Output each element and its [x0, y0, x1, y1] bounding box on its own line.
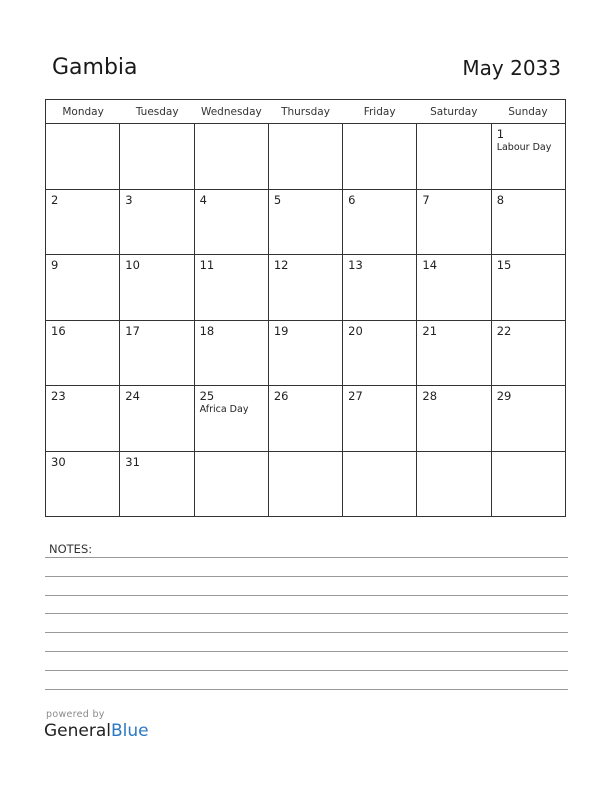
generalblue-logo: [44, 721, 149, 741]
day-cell: [195, 452, 269, 518]
note-line: [45, 651, 568, 652]
day-cell: [343, 386, 417, 451]
date-number: 19: [273, 323, 289, 338]
day-cell: [417, 255, 491, 320]
day-cell: [46, 124, 120, 189]
day-cell: [417, 190, 491, 255]
date-number: 2: [51, 192, 59, 207]
date-number: 18: [199, 323, 215, 338]
week-row: [46, 452, 565, 518]
day-cell: [195, 386, 269, 451]
brand-blue-text: Blue: [111, 721, 149, 741]
date-number: 9: [51, 258, 59, 272]
holiday-label: Labour Day: [496, 142, 552, 153]
holiday-label: Africa Day: [199, 404, 249, 415]
day-cell: [269, 452, 343, 518]
day-cell: [46, 190, 120, 255]
note-line: [45, 632, 568, 633]
weekday-tuesday: Tuesday: [135, 106, 179, 118]
date-number: 13: [348, 258, 363, 272]
note-line: [45, 576, 568, 577]
day-cell: [46, 386, 120, 451]
day-cell: [120, 452, 194, 518]
day-cell: [343, 321, 417, 386]
date-number: 14: [422, 258, 438, 272]
brand-general-text: General: [44, 721, 111, 741]
date-number: 21: [422, 323, 438, 338]
day-cell: [343, 255, 417, 320]
day-cell: [195, 321, 269, 386]
day-cell: [343, 452, 417, 518]
notes-label: NOTES:: [49, 542, 93, 556]
day-cell: [269, 124, 343, 189]
note-line: [45, 557, 568, 558]
day-cell: [417, 124, 491, 189]
date-number: 27: [348, 389, 363, 403]
calendar-grid: [45, 99, 566, 517]
date-number: 15: [496, 258, 512, 272]
date-number: 10: [125, 258, 140, 272]
weekday-sunday: Sunday: [508, 106, 548, 118]
date-number: 29: [496, 389, 512, 403]
day-cell: [46, 452, 120, 518]
date-number: 23: [51, 389, 66, 403]
date-number: 6: [348, 192, 356, 207]
date-number: 8: [496, 192, 505, 207]
day-cell: [343, 124, 417, 189]
date-number: 25: [199, 389, 215, 403]
day-cell: [269, 386, 343, 451]
date-number: 26: [273, 389, 289, 403]
date-number: 16: [51, 323, 66, 338]
date-number: 5: [273, 192, 282, 207]
week-row: [46, 124, 565, 190]
date-number: 22: [496, 323, 512, 338]
date-number: 3: [125, 192, 133, 207]
day-cell: [120, 386, 194, 451]
country-title: Gambia: [52, 55, 138, 80]
week-row: [46, 255, 565, 321]
weekday-friday: Friday: [363, 106, 396, 118]
day-cell: [417, 321, 491, 386]
day-cell: [120, 255, 194, 320]
date-number: 17: [125, 323, 140, 338]
day-cell: [120, 124, 194, 189]
weekday-monday: Monday: [62, 106, 104, 118]
day-cell: [120, 321, 194, 386]
day-cell: [492, 386, 565, 451]
day-cell: [195, 255, 269, 320]
day-cell: [46, 321, 120, 386]
date-number: 12: [273, 258, 289, 272]
day-cell: [120, 190, 194, 255]
note-line: [45, 595, 568, 596]
date-number: 20: [348, 323, 363, 338]
day-cell: [417, 452, 491, 518]
day-cell: [269, 321, 343, 386]
week-row: [46, 386, 565, 452]
note-line: [45, 613, 568, 614]
day-cell: [492, 321, 565, 386]
date-number: 1: [496, 127, 505, 141]
date-number: 7: [422, 192, 430, 207]
day-cell: [492, 190, 565, 255]
note-line: [45, 670, 568, 671]
week-row: [46, 321, 565, 387]
day-cell: [195, 190, 269, 255]
day-cell: [269, 190, 343, 255]
date-number: 31: [125, 454, 140, 469]
week-row: [46, 190, 565, 256]
day-cell: [46, 255, 120, 320]
day-cell: [417, 386, 491, 451]
weeks-container: [46, 124, 565, 517]
day-cell: [492, 124, 565, 189]
day-cell: [195, 124, 269, 189]
date-number: 11: [199, 258, 215, 272]
date-number: 28: [422, 389, 438, 403]
day-cell: [492, 452, 565, 518]
day-cell: [269, 255, 343, 320]
date-number: 30: [51, 454, 66, 469]
date-number: 4: [199, 192, 207, 207]
day-cell: [343, 190, 417, 255]
weekday-header-row: [46, 100, 565, 124]
weekday-thursday: Thursday: [281, 106, 330, 118]
note-line: [45, 689, 568, 690]
weekday-saturday: Saturday: [430, 106, 478, 118]
date-number: 24: [125, 389, 140, 403]
powered-by-text: powered by: [46, 709, 105, 720]
day-cell: [492, 255, 565, 320]
month-year-title: May 2033: [462, 56, 561, 80]
weekday-wednesday: Wednesday: [200, 106, 262, 118]
